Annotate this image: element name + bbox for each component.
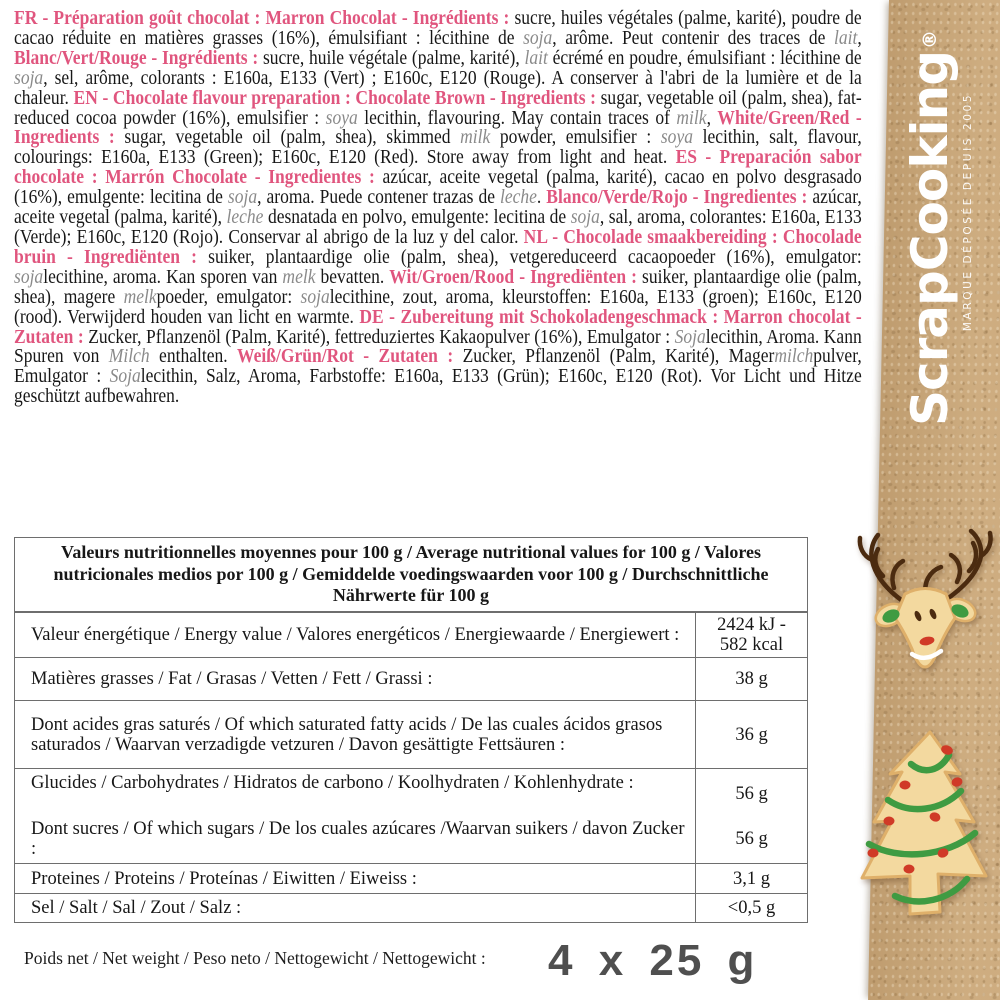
ingredients-segment-allergen: milk bbox=[676, 107, 707, 129]
row-value: 2424 kJ - 582 kcal bbox=[695, 613, 807, 657]
ingredients-paragraph bbox=[14, 9, 862, 407]
reindeer-cookie-icon bbox=[850, 518, 1000, 676]
table-row-fat bbox=[15, 657, 807, 700]
ingredients-segment-normal: sucre, huile végétale (palme, karité), bbox=[262, 47, 525, 69]
ingredients-segment-heading: Wit/Groen/Rood - Ingrediënten : bbox=[389, 266, 643, 288]
ingredients-segment-allergen: soja bbox=[523, 27, 553, 49]
ingredients-segment-normal: poeder, emulgator: bbox=[156, 286, 301, 308]
ingredients-segment-allergen: soja bbox=[227, 187, 258, 209]
ingredients-segment-allergen: soja bbox=[570, 207, 600, 229]
net-weight-label: Poids net / Net weight / Peso neto / Nettogewicht / Nettogewicht : bbox=[24, 948, 486, 968]
ingredients-segment-normal: sugar, vegetable oil (palm, shea), skimmed bbox=[124, 127, 461, 149]
ingredients-segment-normal: azúcar, aceite vegetal (palma, karité), bbox=[14, 187, 862, 229]
table-row-salt bbox=[15, 893, 807, 922]
nutrition-table bbox=[14, 537, 808, 923]
table-row-energy bbox=[15, 612, 807, 657]
ingredients-segment-normal: sucre, huiles végétales (palme, karité), poudre de cacao réduite en matières grasses (16%), émulsifiant : lécithine de bbox=[14, 8, 862, 49]
ingredients-segment-normal: , sel, arôme, colorants : E160a, E133 (Vert) ; E160c, E120 (Rouge). A conserver à l'abri de la lumière et de la chaleur. bbox=[14, 67, 862, 109]
ingredients-segment-allergen: soja bbox=[14, 67, 44, 89]
ingredients-segment-normal: lecithin, flavouring. May contain traces of bbox=[357, 107, 677, 129]
ingredients-segment-allergen: soja bbox=[300, 286, 330, 308]
ingredients-segment-heading: White/Green/Red - Ingredients : bbox=[14, 107, 862, 149]
ingredients-segment-allergen: soja bbox=[14, 266, 44, 288]
brand-name: ScrapCooking bbox=[901, 50, 959, 426]
sugars-label: Dont sucres / Of which sugars / De los cuales azúcares /Waarvan suikers / davon Zucker : bbox=[31, 819, 685, 859]
ingredients-segment-allergen: soya bbox=[325, 107, 358, 129]
ingredients-segment-normal: lecithin, Salz, Aroma, Farbstoffe: E160a, E133 (Grün); E160c, E120 (Rot). Vor Licht und Hitze geschützt aufbewahren. bbox=[14, 366, 862, 408]
ingredients-segment-normal: lecithine, aroma. Kan sporen van bbox=[43, 266, 283, 288]
row-label bbox=[15, 769, 695, 863]
row-label: Dont acides gras saturés / Of which saturated fatty acids / De las cuales ácidos grasos saturados / Waarvan verzadigde vetzuren / Davon gesättigte Fettsäuren : bbox=[31, 714, 663, 755]
ingredients-segment-normal: écrémé en poudre, émulsifiant : lécithine de bbox=[547, 47, 862, 69]
ingredients-segment-normal: powder, emulsifier : bbox=[490, 127, 661, 149]
ingredients-segment-normal: Zucker, Pflanzenöl (Palm, Karité), Mager bbox=[462, 346, 775, 368]
nutrition-table-header: Valeurs nutritionnelles moyennes pour 100 g / Average nutritional values for 100 g / Valores nutricionales medios por 100 g / Gemiddelde voedingswaarden voor 100 g / Durchschnittliche Nährwerte für 100 g bbox=[15, 538, 807, 612]
christmas-tree-cookie-icon bbox=[848, 726, 1000, 938]
row-label: Proteines / Proteins / Proteínas / Eiwitten / Eiweiss : bbox=[31, 868, 417, 889]
ingredients-segment-allergen: milk bbox=[460, 127, 491, 149]
ingredients-segment-normal: , bbox=[706, 107, 718, 129]
ingredients-segment-allergen: leche bbox=[226, 207, 264, 229]
carbohydrates-label: Glucides / Carbohydrates / Hidratos de carbono / Koolhydraten / Kohlenhydrate : bbox=[31, 773, 634, 793]
ingredients-segment-normal: lecithin, salt, flavour, colourings: E160a, E133 (Green); E160c, E120 (Red). Store away from light and heat. bbox=[14, 127, 862, 169]
ingredients-segment-heading: ES - Preparación sabor chocolate : Marrón Chocolate - Ingredientes : bbox=[14, 147, 862, 189]
table-row-saturated-fat bbox=[15, 700, 807, 768]
ingredients-segment-heading: NL - Chocolade smaakbereiding : Chocolade bruin - Ingrediënten : bbox=[14, 226, 862, 268]
table-row-proteins bbox=[15, 863, 807, 893]
ingredients-segment-normal: desnatada en polvo, emulgente: lecitina de bbox=[263, 207, 571, 229]
ingredients-segment-normal: azúcar, aceite vegetal (palma, karité), cacao en polvo desgrasado (16%), emulgente: lecitina de bbox=[14, 167, 862, 209]
ingredients-segment-normal: pulver, Emulgator : bbox=[14, 346, 862, 388]
ingredients-segment-heading: Blanc/Vert/Rouge - Ingrédients : bbox=[14, 47, 263, 69]
ingredients-segment-allergen: soya bbox=[660, 127, 693, 149]
carbohydrates-value: 56 g bbox=[735, 783, 768, 804]
row-value: 3,1 g bbox=[695, 864, 807, 893]
ingredients-segment-normal: Zucker, Pflanzenöl (Palm, Karité), fettreduziertes Kakaopulver (16%), Emulgator : bbox=[88, 326, 675, 348]
net-weight-value: 4 x 25 g bbox=[548, 936, 758, 985]
ingredients-segment-allergen: Soja bbox=[674, 326, 706, 348]
ingredients-segment-allergen: Soja bbox=[109, 366, 141, 388]
ingredients-segment-normal: lecithine, zout, aroma, kleurstoffen: E160a, E133 (groen); E160c, E120 (rood). Verwijderd houden van licht en warmte. bbox=[14, 286, 862, 328]
ingredients-segment-allergen: melk bbox=[282, 266, 316, 288]
ingredients-segment-heading: EN - Chocolate flavour preparation : Chocolate Brown - Ingredients : bbox=[73, 87, 601, 109]
registered-trademark-icon: ® bbox=[919, 29, 941, 49]
ingredients-segment-normal: , sal, aroma, colorantes: E160a, E133 (Verde); E160c, E120 (Rojo). Conservar al abrigo de la luz y del calor. bbox=[14, 207, 862, 248]
ingredients-segment-heading: Blanco/Verde/Rojo - Ingredientes : bbox=[546, 187, 813, 209]
ingredients-segment-normal: suiker, plantaardige olie (palm, shea), vetgereduceerd cacaopoeder (16%), emulgator: bbox=[208, 246, 862, 268]
ingredients-segment-heading: FR - Préparation goût chocolat : Marron Chocolat - Ingrédients : bbox=[14, 8, 515, 29]
row-value: 38 g bbox=[695, 658, 807, 700]
sugars-value: 56 g bbox=[735, 828, 768, 849]
row-value: <0,5 g bbox=[695, 894, 807, 922]
brand-tagline: MARQUE DÉPOSÉE DEPUIS 2005 bbox=[962, 92, 974, 332]
row-label: Sel / Salt / Sal / Zout / Salz : bbox=[31, 898, 242, 918]
ingredients-segment-allergen: leche bbox=[499, 187, 537, 209]
row-label: Valeur énergétique / Energy value / Valores energéticos / Energiewaarde / Energiewert : bbox=[31, 625, 680, 645]
ingredients-segment-normal: , arôme. Peut contenir des traces de bbox=[552, 27, 834, 49]
ingredients-segment-normal: . bbox=[536, 187, 547, 209]
ingredients-segment-allergen: Milch bbox=[108, 346, 150, 368]
ingredients-segment-allergen: lait bbox=[524, 47, 548, 69]
ingredients-segment-heading: Weiß/Grün/Rot - Zutaten : bbox=[237, 346, 463, 368]
ingredients-segment-normal: bevatten. bbox=[315, 266, 390, 288]
row-label: Matières grasses / Fat / Grasas / Vetten / Fett / Grassi : bbox=[31, 669, 433, 689]
ingredients-segment-normal: , aroma. Puede contener trazas de bbox=[257, 187, 500, 209]
ingredients-segment-normal: lecithin, Aroma. Kann Spuren von bbox=[14, 326, 862, 368]
ingredients-segment-allergen: lait bbox=[833, 27, 858, 49]
row-value bbox=[695, 769, 807, 863]
ingredients-segment-normal: , bbox=[857, 27, 862, 49]
ingredients-segment-normal: sugar, vegetable oil (palm, shea), fat-reduced cocoa powder (16%), emulsifier : bbox=[14, 87, 862, 129]
ingredients-segment-normal: enthalten. bbox=[149, 346, 238, 368]
table-row-carbohydrates-sugars bbox=[15, 768, 807, 863]
ingredients-segment-normal: suiker, plantaardige olie (palm, shea), magere bbox=[14, 266, 862, 308]
row-value: 36 g bbox=[695, 701, 807, 768]
ingredients-segment-allergen: melk bbox=[123, 286, 157, 308]
ingredients-segment-allergen: milch bbox=[774, 346, 814, 368]
ingredients-segment-heading: DE - Zubereitung mit Schokoladengeschmack : Marron chocolat - Zutaten : bbox=[14, 306, 862, 348]
